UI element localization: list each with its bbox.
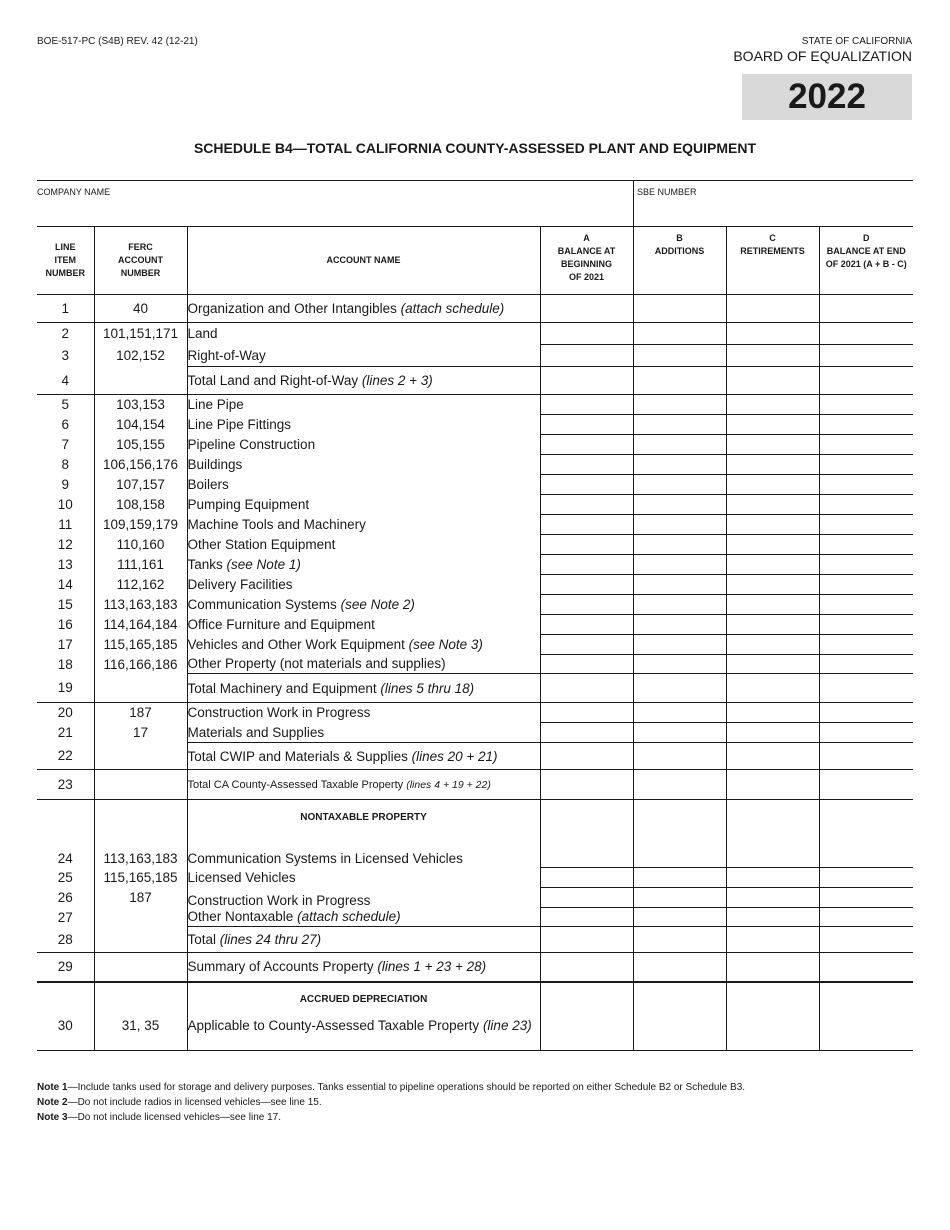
input-col-b[interactable] [633, 635, 726, 655]
input-col-d[interactable] [819, 595, 913, 615]
input-col-c[interactable] [726, 674, 819, 703]
table-row [37, 723, 913, 743]
ferc-number: 102,152 [94, 345, 187, 367]
input-col-d[interactable] [819, 455, 913, 475]
col-line-number: LINE ITEM NUMBER [37, 227, 94, 295]
line-number: 21 [57, 725, 73, 740]
line-number: 12 [57, 537, 73, 552]
ferc-number: 115,165,185 [94, 635, 187, 655]
line-number: 27 [57, 909, 73, 925]
state-name: STATE OF CALIFORNIA [801, 36, 912, 47]
input-col-a[interactable] [540, 770, 633, 800]
input-col-d[interactable] [819, 908, 913, 927]
input-col-c[interactable] [726, 345, 819, 367]
account-name: Total Land and Right-of-Way (lines 2 + 3) [187, 367, 540, 395]
input-col-b[interactable] [633, 475, 726, 495]
input-col-d[interactable] [819, 555, 913, 575]
input-col-a[interactable] [540, 888, 633, 908]
account-name: Organization and Other Intangibles (attach schedule) [187, 295, 540, 323]
account-name: Buildings [187, 455, 540, 475]
input-col-c[interactable] [726, 495, 819, 515]
table-row [37, 415, 913, 435]
ferc-number: 17 [94, 723, 187, 743]
input-col-d[interactable] [819, 723, 913, 743]
col-b-additions: B ADDITIONS [633, 227, 726, 295]
line-number: 6 [61, 417, 69, 432]
input-col-a[interactable] [540, 743, 633, 770]
input-col-b[interactable] [633, 770, 726, 800]
input-col-a[interactable] [540, 836, 633, 868]
input-col-d[interactable] [819, 495, 913, 515]
account-name: Total (lines 24 thru 27) [187, 927, 540, 953]
input-col-a[interactable] [540, 655, 633, 674]
input-col-d[interactable] [819, 323, 913, 345]
account-name: Summary of Accounts Property (lines 1 + 23 + 28) [187, 953, 540, 982]
input-col-c[interactable] [726, 836, 819, 868]
line-number: 24 [57, 850, 73, 866]
line-number: 9 [61, 477, 69, 492]
input-col-b[interactable] [633, 743, 726, 770]
input-col-a[interactable] [540, 555, 633, 575]
sbe-number-label: SBE NUMBER [637, 187, 697, 197]
table-row [37, 615, 913, 635]
input-col-a[interactable] [540, 1018, 633, 1051]
input-col-a[interactable] [540, 475, 633, 495]
line-number: 28 [57, 931, 73, 947]
tax-year: 2022 [788, 77, 866, 116]
input-col-d[interactable] [819, 615, 913, 635]
account-name: Other Property (not materials and supplies) [187, 655, 540, 674]
input-col-a[interactable] [540, 953, 633, 982]
ferc-number: 109,159,179 [94, 515, 187, 535]
input-col-d[interactable] [819, 1018, 913, 1051]
input-col-b[interactable] [633, 595, 726, 615]
table-header-row [37, 227, 913, 295]
input-col-c[interactable] [726, 367, 819, 395]
line-number: 17 [57, 637, 73, 652]
input-col-b[interactable] [633, 868, 726, 888]
account-name: Construction Work in Progress [187, 703, 540, 723]
input-col-a[interactable] [540, 345, 633, 367]
table-row [37, 655, 913, 674]
input-col-d[interactable] [819, 345, 913, 367]
ferc-number: 187 [94, 888, 187, 908]
ferc-number [94, 927, 187, 953]
input-col-b[interactable] [633, 674, 726, 703]
table-row [37, 295, 913, 323]
ferc-number: 103,153 [94, 395, 187, 415]
input-col-b[interactable] [633, 345, 726, 367]
account-name: Total Machinery and Equipment (lines 5 thru 18) [187, 674, 540, 703]
input-col-b[interactable] [633, 953, 726, 982]
table-row [37, 674, 913, 703]
account-name: Total CWIP and Materials & Supplies (lines 20 + 21) [187, 743, 540, 770]
input-col-c[interactable] [726, 1018, 819, 1051]
account-name: Boilers [187, 475, 540, 495]
ferc-number [94, 743, 187, 770]
ferc-number: 40 [94, 295, 187, 323]
input-col-d[interactable] [819, 888, 913, 908]
account-name: Machine Tools and Machinery [187, 515, 540, 535]
input-col-c[interactable] [726, 743, 819, 770]
line-number: 3 [61, 348, 69, 363]
account-name: Licensed Vehicles [187, 868, 540, 888]
account-name: Total CA County-Assessed Taxable Property (lines 4 + 19 + 22) [187, 770, 540, 800]
account-name: Materials and Supplies [187, 723, 540, 743]
account-name: Other Station Equipment [187, 535, 540, 555]
ferc-number [94, 367, 187, 395]
account-name: Construction Work in Progress [187, 888, 540, 908]
section-heading-row [37, 982, 913, 1018]
input-col-c[interactable] [726, 575, 819, 595]
input-col-c[interactable] [726, 908, 819, 927]
input-col-b[interactable] [633, 495, 726, 515]
input-col-b[interactable] [633, 395, 726, 415]
table-row [37, 475, 913, 495]
table-row [37, 770, 913, 800]
input-col-c[interactable] [726, 635, 819, 655]
input-col-c[interactable] [726, 323, 819, 345]
input-col-c[interactable] [726, 535, 819, 555]
ferc-number: 101,151,171 [94, 323, 187, 345]
company-info-row [37, 180, 913, 226]
input-col-d[interactable] [819, 535, 913, 555]
line-number: 16 [57, 617, 73, 632]
table-row [37, 435, 913, 455]
input-col-b[interactable] [633, 575, 726, 595]
input-col-a[interactable] [540, 703, 633, 723]
table-row [37, 1018, 913, 1051]
table-row [37, 595, 913, 615]
line-number: 20 [37, 703, 94, 723]
input-col-c[interactable] [726, 295, 819, 323]
input-col-a[interactable] [540, 595, 633, 615]
input-col-b[interactable] [633, 927, 726, 953]
line-number: 15 [57, 597, 73, 612]
input-col-a[interactable] [540, 674, 633, 703]
input-col-a[interactable] [540, 495, 633, 515]
section-heading-row [37, 800, 913, 836]
account-name: Pipeline Construction [187, 435, 540, 455]
input-col-b[interactable] [633, 836, 726, 868]
account-name: Line Pipe [187, 395, 540, 415]
input-col-b[interactable] [633, 515, 726, 535]
line-number: 19 [57, 680, 73, 696]
input-col-d[interactable] [819, 868, 913, 888]
input-col-c[interactable] [726, 395, 819, 415]
depreciation-heading: ACCRUED DEPRECIATION [187, 982, 540, 1018]
tax-year-box [742, 74, 912, 120]
input-col-c[interactable] [726, 770, 819, 800]
input-col-c[interactable] [726, 555, 819, 575]
schedule-title: SCHEDULE B4—TOTAL CALIFORNIA COUNTY-ASSESSED PLANT AND EQUIPMENT [193, 140, 757, 156]
line-number: 4 [61, 372, 69, 388]
account-name: Other Nontaxable (attach schedule) [187, 908, 540, 927]
input-col-b[interactable] [633, 655, 726, 674]
ferc-number: 107,157 [94, 475, 187, 495]
schedule-table [37, 226, 913, 1051]
line-number: 29 [37, 953, 94, 982]
col-a-beginning-balance: A BALANCE AT BEGINNING OF 2021 [540, 227, 633, 295]
ferc-number: 105,155 [94, 435, 187, 455]
line-number: 23 [37, 770, 94, 800]
input-col-b[interactable] [633, 323, 726, 345]
input-col-c[interactable] [726, 595, 819, 615]
table-row [37, 515, 913, 535]
input-col-d[interactable] [819, 674, 913, 703]
col-ferc-account: FERC ACCOUNT NUMBER [94, 227, 187, 295]
input-col-a[interactable] [540, 395, 633, 415]
note-2: Note 2—Do not include radios in licensed vehicles—see line 15. [37, 1097, 322, 1108]
table-row [37, 555, 913, 575]
line-number: 26 [57, 890, 73, 905]
input-col-b[interactable] [633, 888, 726, 908]
input-col-a[interactable] [540, 615, 633, 635]
account-name: Communication Systems (see Note 2) [187, 595, 540, 615]
input-col-c[interactable] [726, 455, 819, 475]
input-col-d[interactable] [819, 953, 913, 982]
nontaxable-heading: NONTAXABLE PROPERTY [187, 800, 540, 836]
ferc-number: 116,166,186 [94, 655, 187, 674]
account-name: Applicable to County-Assessed Taxable Property (line 23) [187, 1018, 540, 1051]
input-col-d[interactable] [819, 295, 913, 323]
ferc-number: 112,162 [94, 575, 187, 595]
input-col-c[interactable] [726, 655, 819, 674]
table-row [37, 323, 913, 345]
input-col-d[interactable] [819, 836, 913, 868]
table-row [37, 345, 913, 367]
ferc-number: 110,160 [94, 535, 187, 555]
line-number: 8 [61, 457, 69, 472]
table-row [37, 888, 913, 908]
ferc-number: 108,158 [94, 495, 187, 515]
line-number: 5 [37, 395, 94, 415]
ferc-number: 31, 35 [94, 1018, 187, 1051]
table-row [37, 868, 913, 888]
line-number: 7 [61, 437, 69, 452]
input-col-d[interactable] [819, 655, 913, 674]
input-col-b[interactable] [633, 723, 726, 743]
col-d-ending-balance: D BALANCE AT END OF 2021 (A + B - C) [819, 227, 913, 295]
ferc-number [94, 953, 187, 982]
input-col-a[interactable] [540, 323, 633, 345]
input-col-b[interactable] [633, 367, 726, 395]
line-number: 14 [57, 577, 73, 592]
input-col-a[interactable] [540, 575, 633, 595]
account-name: Right-of-Way [187, 345, 540, 367]
input-col-d[interactable] [819, 367, 913, 395]
line-number: 1 [61, 301, 69, 316]
input-col-d[interactable] [819, 415, 913, 435]
ferc-number: 111,161 [94, 555, 187, 575]
company-divider [633, 181, 634, 227]
input-col-c[interactable] [726, 723, 819, 743]
input-col-b[interactable] [633, 435, 726, 455]
form-number: BOE-517-PC (S4B) REV. 42 (12-21) [37, 36, 198, 47]
input-col-a[interactable] [540, 927, 633, 953]
input-col-b[interactable] [633, 555, 726, 575]
table-row [37, 908, 913, 927]
input-col-a[interactable] [540, 435, 633, 455]
input-col-d[interactable] [819, 635, 913, 655]
table-row [37, 535, 913, 555]
input-col-a[interactable] [540, 515, 633, 535]
table-row [37, 495, 913, 515]
input-col-b[interactable] [633, 535, 726, 555]
ferc-number: 113,163,183 [94, 595, 187, 615]
input-col-a[interactable] [540, 868, 633, 888]
input-col-c[interactable] [726, 703, 819, 723]
ferc-number: 115,165,185 [94, 868, 187, 888]
line-number: 11 [58, 517, 73, 532]
col-c-retirements: C RETIREMENTS [726, 227, 819, 295]
input-col-a[interactable] [540, 455, 633, 475]
input-col-b[interactable] [633, 295, 726, 323]
table-row [37, 743, 913, 770]
company-name-label: COMPANY NAME [37, 187, 111, 197]
input-col-a[interactable] [540, 535, 633, 555]
line-number: 13 [57, 557, 73, 572]
account-name: Office Furniture and Equipment [187, 615, 540, 635]
input-col-a[interactable] [540, 295, 633, 323]
input-col-b[interactable] [633, 703, 726, 723]
input-col-a[interactable] [540, 908, 633, 927]
input-col-d[interactable] [819, 770, 913, 800]
table-row [37, 367, 913, 395]
input-col-c[interactable] [726, 415, 819, 435]
line-number: 25 [57, 870, 73, 885]
note-3: Note 3—Do not include licensed vehicles—see line 17. [37, 1112, 282, 1123]
line-number: 30 [37, 1018, 94, 1051]
ferc-number [94, 674, 187, 703]
line-number: 18 [57, 656, 73, 672]
agency-name: BOARD OF EQUALIZATION [733, 48, 912, 64]
input-col-d[interactable] [819, 927, 913, 953]
ferc-number [94, 770, 187, 800]
input-col-d[interactable] [819, 435, 913, 455]
account-name: Pumping Equipment [187, 495, 540, 515]
line-number: 10 [57, 497, 73, 512]
ferc-number: 106,156,176 [94, 455, 187, 475]
input-col-a[interactable] [540, 415, 633, 435]
table-row [37, 836, 913, 868]
input-col-d[interactable] [819, 743, 913, 770]
input-col-d[interactable] [819, 475, 913, 495]
input-col-d[interactable] [819, 395, 913, 415]
table-row [37, 455, 913, 475]
input-col-a[interactable] [540, 367, 633, 395]
input-col-c[interactable] [726, 953, 819, 982]
input-col-d[interactable] [819, 515, 913, 535]
input-col-c[interactable] [726, 615, 819, 635]
input-col-b[interactable] [633, 908, 726, 927]
ferc-number: 187 [94, 703, 187, 723]
table-row [37, 927, 913, 953]
input-col-b[interactable] [633, 615, 726, 635]
ferc-number: 113,163,183 [94, 836, 187, 868]
note-1: Note 1—Include tanks used for storage and delivery purposes. Tanks essential to pipeline operations should be reported on either Schedule B2 or Schedule B3. [37, 1082, 746, 1093]
input-col-c[interactable] [726, 435, 819, 455]
input-col-d[interactable] [819, 575, 913, 595]
input-col-b[interactable] [633, 415, 726, 435]
input-col-a[interactable] [540, 635, 633, 655]
account-name: Land [187, 323, 540, 345]
table-row [37, 703, 913, 723]
table-row [37, 953, 913, 982]
input-col-c[interactable] [726, 927, 819, 953]
account-name: Communication Systems in Licensed Vehicles [187, 836, 540, 868]
ferc-number: 114,164,184 [94, 615, 187, 635]
table-row [37, 635, 913, 655]
col-account-name: ACCOUNT NAME [187, 227, 540, 295]
input-col-c[interactable] [726, 888, 819, 908]
account-name: Delivery Facilities [187, 575, 540, 595]
account-name: Vehicles and Other Work Equipment (see Note 3) [187, 635, 540, 655]
input-col-b[interactable] [633, 1018, 726, 1051]
table-row [37, 575, 913, 595]
table-row [37, 395, 913, 415]
account-name: Tanks (see Note 1) [187, 555, 540, 575]
input-col-d[interactable] [819, 703, 913, 723]
input-col-c[interactable] [726, 868, 819, 888]
ferc-number [94, 908, 187, 927]
ferc-number: 104,154 [94, 415, 187, 435]
input-col-a[interactable] [540, 723, 633, 743]
account-name: Line Pipe Fittings [187, 415, 540, 435]
input-col-b[interactable] [633, 455, 726, 475]
footnotes [37, 1080, 745, 1125]
line-number: 2 [37, 323, 94, 345]
line-number: 22 [57, 748, 73, 764]
input-col-c[interactable] [726, 475, 819, 495]
input-col-c[interactable] [726, 515, 819, 535]
